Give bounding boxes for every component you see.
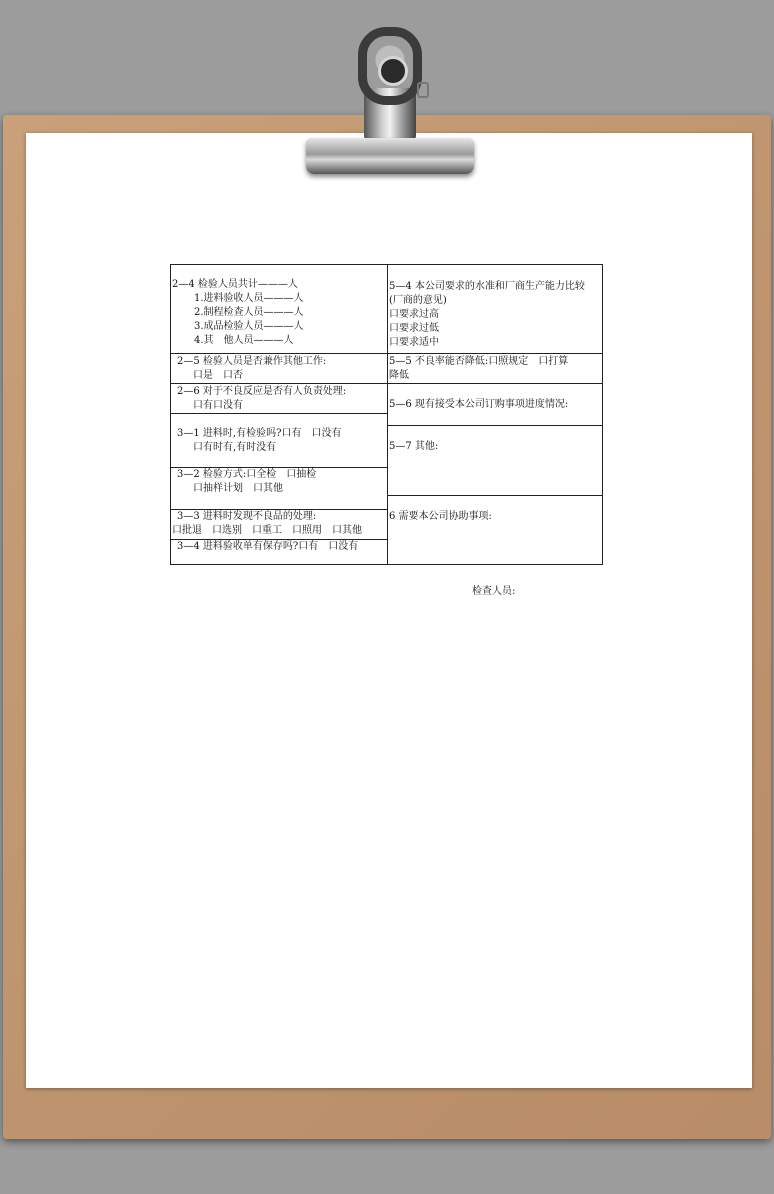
capability-option[interactable]: 口要求过低 (389, 323, 439, 334)
defect-handling-section (172, 510, 362, 538)
capability-option[interactable]: 口要求适中 (389, 337, 439, 348)
assistance-section (389, 510, 492, 524)
capability-compare-section (389, 280, 585, 350)
staff-section (172, 278, 304, 348)
incoming-inspection-section (177, 427, 341, 455)
inspection-method-section (177, 468, 316, 496)
incoming-inspection-question[interactable]: 3—1 进料时,有检验吗?口有 口没有 (177, 428, 342, 439)
staff-title: 2—4 检验人员共计———人 (172, 279, 298, 290)
defect-rate-section (389, 355, 568, 383)
receipt-kept-question[interactable]: 3—4 进料验收单有保存吗?口有 口没有 (177, 541, 359, 552)
defect-responsible-section (177, 385, 346, 413)
order-progress-question: 5—6 现有接受本公司订购事项进度情况: (389, 399, 569, 410)
defect-responsible-question: 2—6 对于不良反应是否有人负责处理: (177, 386, 347, 397)
defect-responsible-options[interactable]: 口有口没有 (193, 400, 243, 411)
part-time-section (177, 355, 326, 383)
row-divider (387, 425, 602, 426)
column-divider (387, 265, 388, 564)
capability-compare-note: (厂商的意见) (389, 295, 447, 306)
order-progress-section (389, 398, 568, 412)
inspector-label: 检查人员: (472, 586, 516, 597)
row-divider (387, 383, 602, 384)
other-section (389, 440, 438, 454)
inspection-method-question[interactable]: 3—2 检验方式:口全检 口抽检 (177, 469, 317, 480)
capability-compare-question: 5—4 本公司要求的水准和厂商生产能力比较 (389, 281, 585, 292)
clip-pin (417, 82, 429, 98)
supplier-inspection-form (170, 264, 603, 565)
part-time-options[interactable]: 口是 口否 (193, 370, 243, 381)
staff-item: 4.其 他人员———人 (194, 335, 294, 346)
receipt-kept-section (177, 540, 358, 554)
staff-item: 1.进料验收人员———人 (194, 293, 304, 304)
incoming-inspection-options[interactable]: 口有时有,有时没有 (193, 442, 277, 453)
row-divider (387, 495, 602, 496)
row-divider (171, 413, 387, 414)
assistance-question: 6 需要本公司协助事项: (389, 511, 492, 522)
capability-option[interactable]: 口要求过高 (389, 309, 439, 320)
part-time-question: 2—5 检验人员是否兼作其他工作: (177, 356, 327, 367)
defect-rate-line2: 降低 (389, 370, 409, 381)
defect-handling-question: 3—3 进料时发现不良品的处理: (177, 511, 317, 522)
row-divider (387, 353, 602, 354)
row-divider (171, 353, 387, 354)
staff-item: 2.制程检查人员———人 (194, 307, 304, 318)
defect-rate-line1[interactable]: 5—5 不良率能否降低:口照规定 口打算 (389, 356, 569, 367)
clip-hole (378, 56, 408, 86)
defect-handling-options[interactable]: 口批退 口选别 口重工 口照用 口其他 (172, 525, 362, 536)
staff-item: 3.成品检验人员———人 (194, 321, 304, 332)
row-divider (171, 383, 387, 384)
binder-clip (306, 138, 474, 174)
inspection-method-options[interactable]: 口抽样计划 口其他 (193, 483, 283, 494)
other-question: 5—7 其他: (389, 441, 439, 452)
